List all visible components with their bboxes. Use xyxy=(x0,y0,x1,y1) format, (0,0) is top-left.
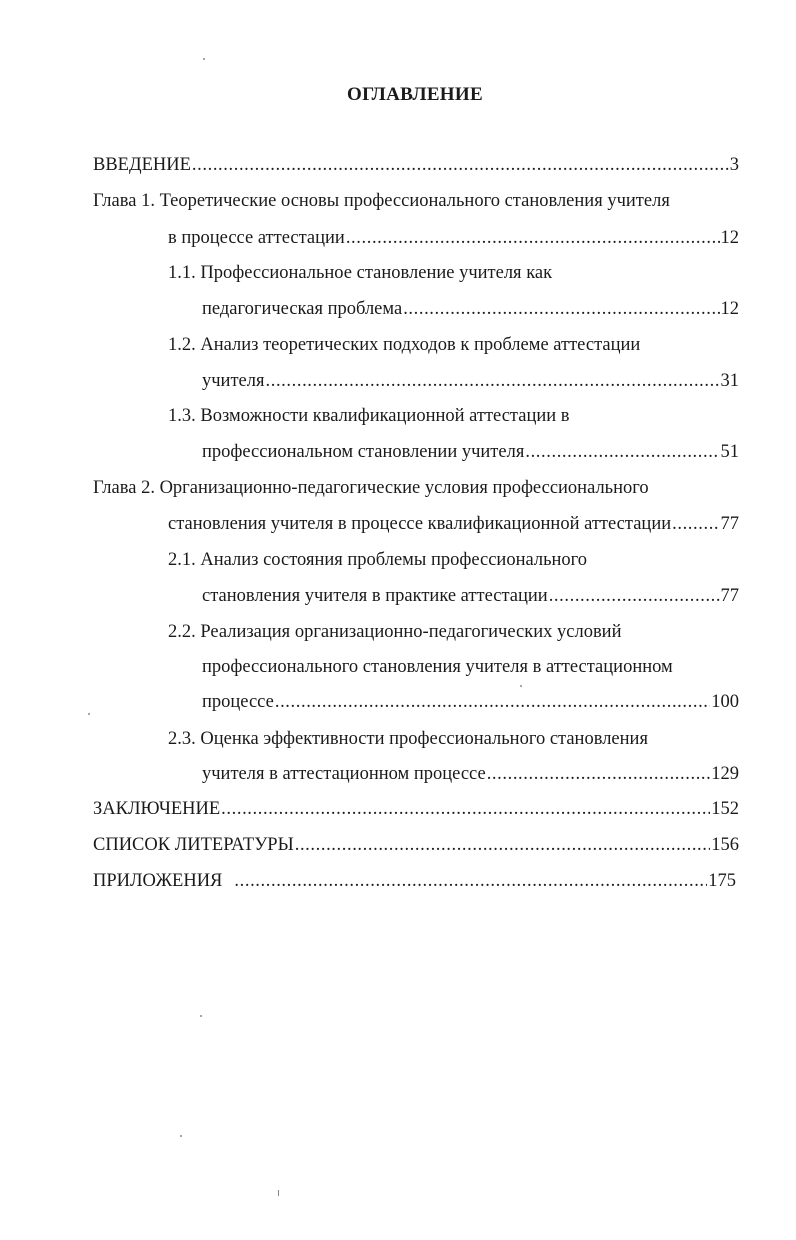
page-number: 77 xyxy=(720,586,739,606)
dot-leader xyxy=(487,762,711,786)
toc-section-2-2-line2: профессионального становления учителя в аттестационном xyxy=(202,657,673,677)
toc-entry-text: педагогическая проблема xyxy=(202,299,403,319)
scan-speck xyxy=(278,1190,279,1196)
page-number: 152 xyxy=(711,799,739,819)
scan-speck xyxy=(200,1015,202,1017)
dot-leader xyxy=(549,584,720,608)
page-number: 12 xyxy=(720,228,739,248)
toc-entry-references xyxy=(93,833,739,857)
scan-speck xyxy=(520,685,522,687)
page-number: 3 xyxy=(729,155,739,175)
page-number: 175 xyxy=(708,871,736,891)
dot-leader xyxy=(275,690,710,714)
toc-section-2-2-line3 xyxy=(202,690,739,714)
dot-leader xyxy=(221,797,710,821)
toc-section-2-1-line2 xyxy=(202,584,739,608)
page-number: 12 xyxy=(720,299,739,319)
toc-chapter-2-line2 xyxy=(168,512,739,536)
toc-entry-intro xyxy=(93,153,739,177)
dot-leader xyxy=(346,226,720,250)
toc-entry-text: ПРИЛОЖЕНИЯ xyxy=(93,871,223,891)
toc-chapter-1-line2 xyxy=(168,226,739,250)
toc-section-1-3-line2 xyxy=(202,440,739,464)
toc-section-1-2-line1: 1.2. Анализ теоретических подходов к проблеме аттестации xyxy=(168,335,641,355)
toc-entry-text: профессиональном становлении учителя xyxy=(202,442,525,462)
toc-entry-text: процессе xyxy=(202,692,274,712)
page-number: 129 xyxy=(711,764,739,784)
dot-leader xyxy=(525,440,719,464)
toc-entry-text: СПИСОК ЛИТЕРАТУРЫ xyxy=(93,835,294,855)
toc-section-2-1-line1: 2.1. Анализ состояния проблемы профессионального xyxy=(168,550,588,570)
scan-speck xyxy=(180,1135,182,1137)
toc-entry-text: ЗАКЛЮЧЕНИЕ xyxy=(93,799,221,819)
toc-section-2-3-line1: 2.3. Оценка эффективности профессионального становления xyxy=(168,729,648,749)
toc-chapter-2-line1: Глава 2. Организационно-педагогические условия профессионального xyxy=(93,478,649,498)
dot-leader xyxy=(192,153,729,177)
toc-entry-text: учителя в аттестационном процессе xyxy=(202,764,486,784)
toc-section-1-2-line2 xyxy=(202,369,739,393)
toc-section-1-3-line1: 1.3. Возможности квалификационной аттестации в xyxy=(168,406,570,426)
scan-speck xyxy=(203,58,205,60)
toc-entry-conclusion xyxy=(93,797,739,821)
dot-leader xyxy=(403,297,719,321)
toc-section-2-2-line1: 2.2. Реализация организационно-педагогических условий xyxy=(168,622,622,642)
toc-section-1-1-line1: 1.1. Профессиональное становление учителя как xyxy=(168,263,553,283)
dot-leader xyxy=(266,369,720,393)
dot-leader xyxy=(234,869,707,893)
toc-section-1-1-line2 xyxy=(202,297,739,321)
page-number: 100 xyxy=(711,692,739,712)
dot-leader xyxy=(672,512,719,536)
page-number: 77 xyxy=(720,514,739,534)
scan-speck xyxy=(88,713,90,715)
page-number: 31 xyxy=(720,371,739,391)
toc-chapter-1-line1: Глава 1. Теоретические основы профессионального становления учителя xyxy=(93,191,670,211)
toc-entry-text: в процессе аттестации xyxy=(168,228,345,248)
dot-leader xyxy=(295,833,711,857)
page-number: 51 xyxy=(720,442,739,462)
toc-entry-text: становления учителя в процессе квалификационной аттестации xyxy=(168,514,672,534)
toc-entry-appendices xyxy=(93,869,736,893)
toc-entry-text: ВВЕДЕНИЕ xyxy=(93,155,191,175)
toc-entry-text: становления учителя в практике аттестации xyxy=(202,586,548,606)
toc-section-2-3-line2 xyxy=(202,762,739,786)
page-number: 156 xyxy=(711,835,739,855)
toc-entry-text: учителя xyxy=(202,371,265,391)
toc-title: ОГЛАВЛЕНИЕ xyxy=(347,84,483,105)
